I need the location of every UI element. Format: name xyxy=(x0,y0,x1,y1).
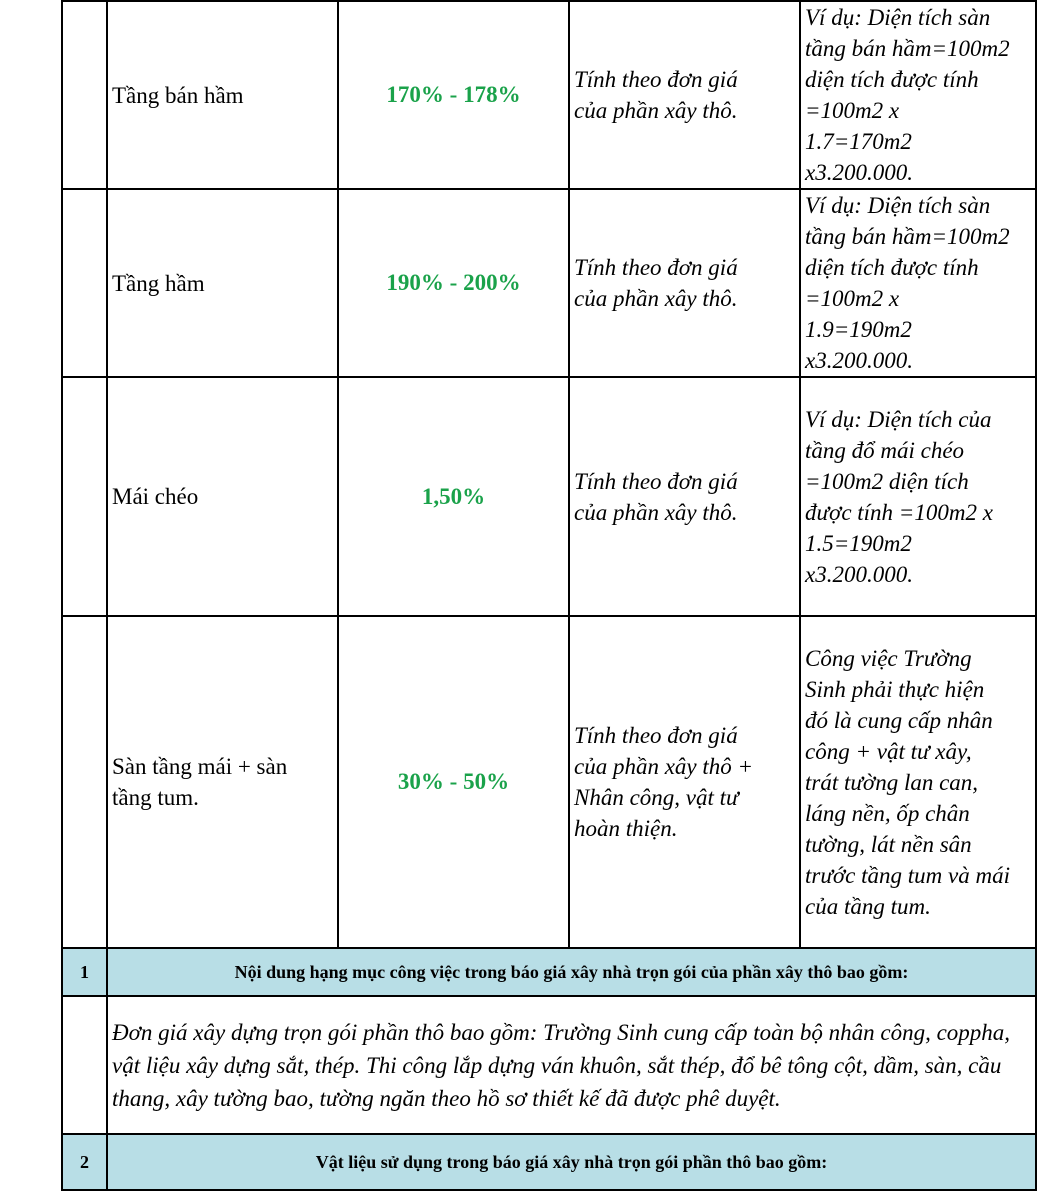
example-text: Ví dụ: Diện tích sàn tầng bán hầm=100m2 diện tích được tính =100m2 x 1.7=170m2 x3.200.000. xyxy=(800,1,1036,189)
percent-value: 1,50% xyxy=(338,377,569,616)
row-index-cell xyxy=(62,377,107,616)
table-row xyxy=(62,189,1036,377)
table-row xyxy=(62,377,1036,616)
percent-value: 30% - 50% xyxy=(338,616,569,948)
item-name: Mái chéo xyxy=(107,377,338,616)
pricing-note: Tính theo đơn giá của phần xây thô. xyxy=(569,1,800,189)
section-title: Nội dung hạng mục công việc trong báo giá xây nhà trọn gói của phần xây thô bao gồm: xyxy=(107,948,1036,996)
row-index-cell xyxy=(62,1,107,189)
table-row xyxy=(62,616,1036,948)
pricing-note: Tính theo đơn giá của phần xây thô + Nhân công, vật tư hoàn thiện. xyxy=(569,616,800,948)
item-name: Sàn tầng mái + sàn tầng tum. xyxy=(107,616,338,948)
description-row xyxy=(62,996,1036,1134)
section-header-row xyxy=(62,948,1036,996)
example-text: Ví dụ: Diện tích sàn tầng bán hầm=100m2 diện tích được tính =100m2 x 1.9=190m2 x3.200.000. xyxy=(800,189,1036,377)
section-title: Vật liệu sử dụng trong báo giá xây nhà trọn gói phần thô bao gồm: xyxy=(107,1134,1036,1190)
percent-value: 170% - 178% xyxy=(338,1,569,189)
pricing-note: Tính theo đơn giá của phần xây thô. xyxy=(569,189,800,377)
pricing-table xyxy=(61,0,1037,1191)
table-row xyxy=(62,1,1036,189)
example-text: Ví dụ: Diện tích của tầng đổ mái chéo =100m2 diện tích được tính =100m2 x 1.5=190m2 x3.200.000. xyxy=(800,377,1036,616)
section-header-row xyxy=(62,1134,1036,1190)
section-description: Đơn giá xây dựng trọn gói phần thô bao gồm: Trường Sinh cung cấp toàn bộ nhân công, coppha, vật liệu xây dựng sắt, thép. Thi công lắp dựng ván khuôn, sắt thép, đổ bê tông cột, dầm, sàn, cầu thang, xây tường bao, tường ngăn theo hồ sơ thiết kế đã được phê duyệt. xyxy=(107,996,1036,1134)
percent-value: 190% - 200% xyxy=(338,189,569,377)
row-index-cell xyxy=(62,616,107,948)
section-number: 1 xyxy=(62,948,107,996)
row-index-cell xyxy=(62,189,107,377)
section-number: 2 xyxy=(62,1134,107,1190)
row-index-cell xyxy=(62,996,107,1134)
example-text: Công việc Trường Sinh phải thực hiện đó là cung cấp nhân công + vật tư xây, trát tường lan can, láng nền, ốp chân tường, lát nền sân trước tầng tum và mái của tầng tum. xyxy=(800,616,1036,948)
pricing-note: Tính theo đơn giá của phần xây thô. xyxy=(569,377,800,616)
item-name: Tầng hầm xyxy=(107,189,338,377)
item-name: Tầng bán hầm xyxy=(107,1,338,189)
